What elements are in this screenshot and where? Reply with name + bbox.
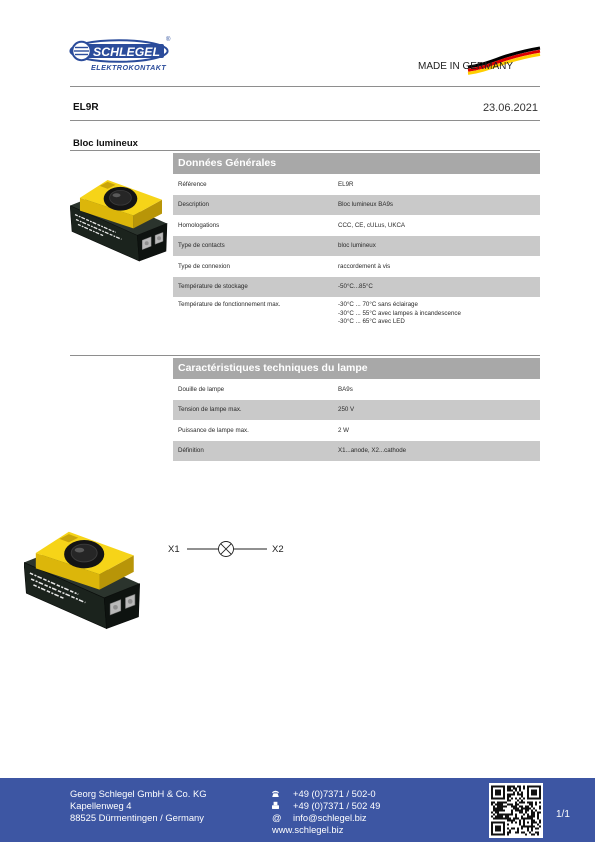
- made-in-germany-label: MADE IN GERMANY: [418, 61, 514, 72]
- general-data-table: [173, 153, 540, 335]
- title-divider: [70, 120, 540, 121]
- row-lamp-voltage: [173, 400, 540, 421]
- lamp-schematic: [185, 540, 270, 558]
- lamp-icon: [219, 542, 234, 557]
- brand-tagline: ELEKTROKONTAKT: [91, 63, 167, 72]
- schlegel-logo: [69, 39, 169, 63]
- row-value: BA9s: [338, 385, 353, 393]
- row-value-line: -30°C ... 70°C sans éclairage: [338, 301, 418, 308]
- email-link[interactable]: info@schlegel.biz: [293, 812, 367, 823]
- row-value: [338, 301, 540, 327]
- row-value: 250 V: [338, 406, 355, 414]
- row-label: Puissance de lampe max.: [178, 426, 249, 434]
- row-label: Douille de lampe: [178, 385, 225, 393]
- article-number: EL9R: [73, 102, 99, 113]
- row-value: CCC, CE, cULus, UKCA: [338, 221, 406, 229]
- row-label: Type de connexion: [178, 262, 230, 270]
- product-photo-large: [24, 526, 142, 632]
- row-label: Homologations: [178, 221, 220, 229]
- row-contact-type: [173, 236, 540, 257]
- website-link[interactable]: www.schlegel.biz: [272, 824, 344, 835]
- section-title-lamp: Caractéristiques techniques du lampe: [173, 358, 540, 379]
- row-value: X1...anode, X2...cathode: [338, 447, 407, 455]
- row-value: -50°C...85°C: [338, 283, 373, 291]
- registered-mark: ®: [166, 37, 171, 43]
- company-city: 88525 Dürmentingen / Germany: [70, 812, 204, 823]
- row-value: EL9R: [338, 180, 354, 188]
- row-value: 2 W: [338, 426, 350, 434]
- row-approvals: [173, 215, 540, 236]
- row-value: bloc lumineux: [338, 242, 376, 250]
- product-type: Bloc lumineux: [73, 138, 138, 149]
- row-label: Température de stockage: [178, 283, 248, 291]
- row-lamp-socket: [173, 379, 540, 400]
- row-label: Tension de lampe max.: [178, 406, 242, 414]
- row-value: Bloc lumineux BA9s: [338, 201, 394, 209]
- section-divider: [70, 355, 540, 356]
- fax-number: +49 (0)7371 / 502 49: [293, 800, 381, 811]
- document-date: 23.06.2021: [482, 102, 538, 114]
- row-label: Définition: [178, 447, 204, 455]
- company-name: Georg Schlegel GmbH & Co. KG: [70, 788, 207, 799]
- section-title-general: Données Générales: [173, 153, 540, 174]
- email-icon: @: [272, 812, 282, 823]
- row-definition: [173, 441, 540, 462]
- row-label: Température de fonctionnement max.: [178, 301, 281, 308]
- row-label: Type de contacts: [178, 242, 225, 250]
- company-street: Kapellenweg 4: [70, 800, 132, 811]
- lamp-data-table: [173, 358, 540, 461]
- row-value-line: -30°C ... 65°C avec LED: [338, 318, 405, 326]
- category-divider: [70, 150, 540, 151]
- phone-number[interactable]: +49 (0)7371 / 502-0: [293, 788, 376, 799]
- product-photo-shape: [70, 180, 167, 261]
- row-value: raccordement à vis: [338, 262, 391, 270]
- phone-icon: [271, 789, 280, 798]
- row-value-line: -30°C ... 55°C avec lampes à incandescence: [338, 309, 461, 317]
- row-lamp-power: [173, 420, 540, 441]
- row-reference: [173, 174, 540, 195]
- row-storage-temperature: [173, 277, 540, 298]
- header-divider: [70, 86, 540, 87]
- page-number: 1/1: [556, 809, 570, 820]
- product-photo-large-shape: [24, 532, 140, 629]
- logo-wordmark: SCHLEGEL: [93, 46, 160, 59]
- row-label: Référence: [178, 180, 207, 188]
- terminal-x2-label: X2: [272, 544, 284, 555]
- qr-code[interactable]: [489, 783, 543, 838]
- row-operating-temperature: [173, 297, 540, 335]
- fax-icon: [271, 801, 280, 810]
- row-label: Description: [178, 201, 209, 209]
- row-description: [173, 195, 540, 216]
- terminal-x1-label: X1: [168, 544, 180, 555]
- row-connection-type: [173, 256, 540, 277]
- product-photo: [70, 176, 169, 263]
